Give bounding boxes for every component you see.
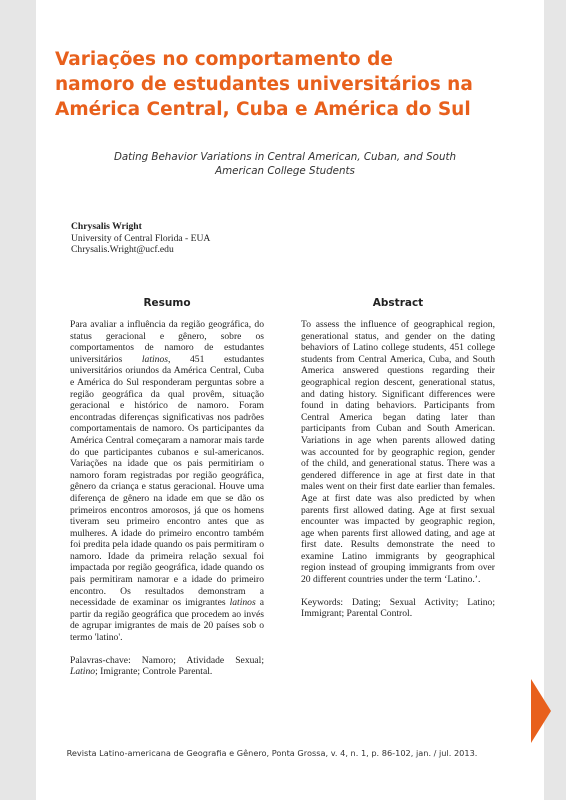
abstract-section — [301, 297, 495, 620]
keywords-part: ; Imigrante; Controle Parental. — [95, 666, 213, 678]
abstract-heading: Abstract — [372, 297, 424, 309]
resumo-section — [70, 297, 264, 678]
article-title: Variações no comportamento de namoro de estudantes universitários na América Central, Cuba e América do Sul — [55, 49, 473, 120]
resumo-italic-term: latinos — [229, 597, 256, 609]
abstract-keywords: Keywords: Dating; Sexual Activity; Latino; Immigrant; Parental Control. — [301, 596, 495, 620]
resumo-text-part: Para avaliar a influência da região geográfica, do status geracional e gênero, sobre os comportamentos de namoro de estudantes universitários — [70, 319, 264, 365]
keywords-part: Palavras-chave: Namoro; Atividade Sexual; — [70, 654, 264, 666]
english-title: Dating Behavior Variations in Central American, Cuban, and South American College Students — [113, 151, 457, 177]
resumo-text-part: , 451 estudantes universitários oriundos da América Central, Cuba e América do Sul responderam perguntas sobre a região geográfica da qual provêm, situação geracional e histórico de namoro. Foram encontradas diferenças significativas nos padrões comportamentais de namoro. Os participantes da América Central começaram a namorar mais tarde do que participantes cubanos e sul-americanos. Variações na idade que os pais permitiriam o namoro foram registradas por região geográfica, gênero da criança e status geracional. Houve uma diferença de gênero na idade em que se dão os primeiros encontros amorosos, já que os homens tiveram seu primeiro encontro antes que as mulheres. A idade do primeiro encontro também foi predita pela idade quando os pais permitiram o namoro. Idade da primeira relação sexual foi impactada por região geográfica, idade quando os pais permitiram namorar e a idade do primeiro encontro. Os resultados demonstram a necessidade de examinar os imigrantes — [70, 353, 264, 609]
author-email[interactable]: Chrysalis.Wright@ucf.edu — [71, 244, 174, 255]
journal-footer: Revista Latino-americana de Geografia e Gênero, Ponta Grossa, v. 4, n. 1, p. 86-102, jan. / jul. 2013. — [66, 748, 478, 758]
resumo-keywords — [70, 655, 264, 678]
abstract-text: To assess the influence of geographical region, generational status, and gender on the dating behaviors of Latino college students, 451 college students from Central America, Cuba, and South America answered questions regarding their geographical region descent, generational status, and dating history. Significant differences were found in dating behaviors. Participants from Central America began dating later than participants from Cuban and South American. Variations in age when parents allowed dating was accounted for by geographic region, gender of the child, and generational status. There was a gendered difference in age at first date in that males went on their first date earlier than females. Age at first date was also predicted by when parents first allowed dating. Age at first sexual encounter was impacted by geographic region, age when parents first allowed dating, and age at first date. Results demonstrate the need to examine Latino immigrants by geographical region instead of grouping immigrants from over 20 different countries under the term ‘Latino.’. — [301, 319, 495, 586]
resumo-italic-term: latinos — [141, 353, 168, 365]
author-affiliation: University of Central Florida - EUA — [71, 232, 211, 244]
author-block — [71, 221, 210, 256]
resumo-text — [70, 319, 264, 644]
author-name: Chrysalis Wright — [71, 221, 142, 232]
left-margin-bar — [0, 0, 36, 800]
resumo-heading: Resumo — [143, 297, 191, 309]
next-page-arrow-icon[interactable] — [531, 679, 551, 743]
resumo-text-part: a partir da região geográfica que procedem ao invés de agrupar imigrantes de mais de 20 países sob o termo 'latino'. — [70, 597, 264, 644]
keywords-italic-term: Latino — [70, 666, 96, 678]
